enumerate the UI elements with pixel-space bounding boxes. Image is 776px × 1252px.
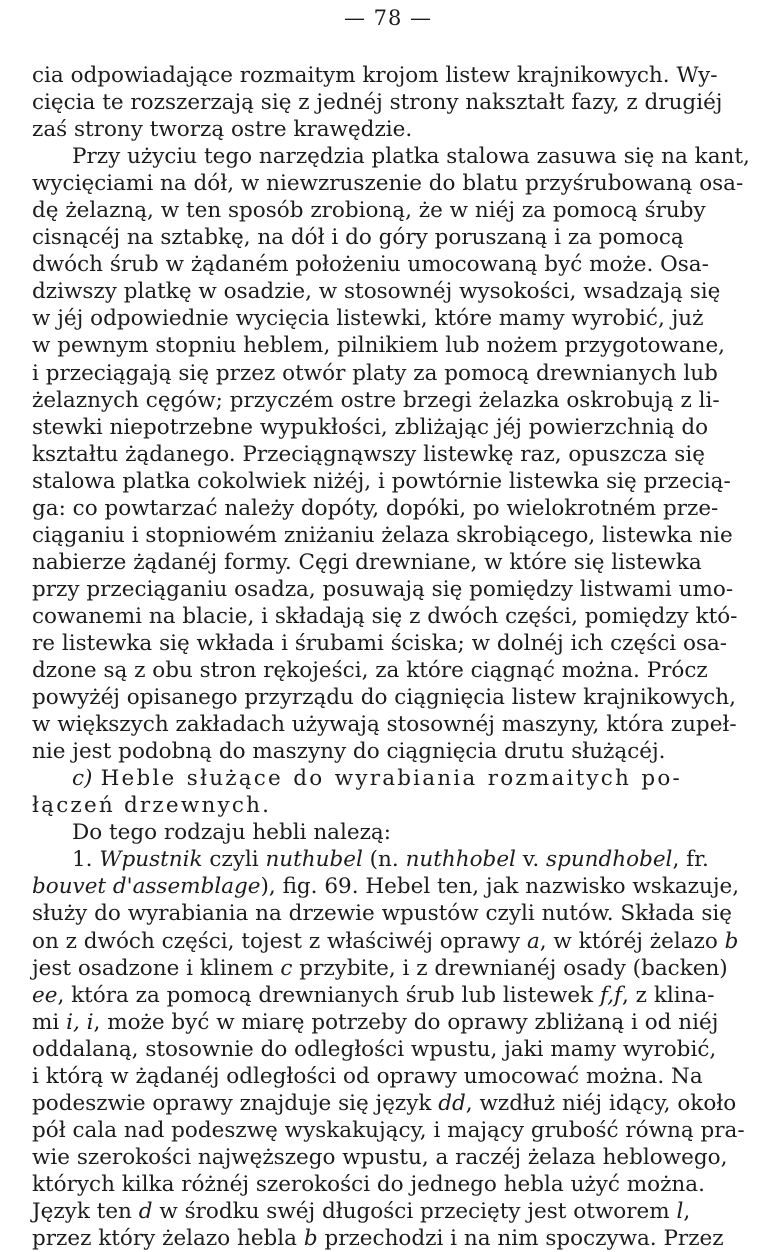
variable: l: [676, 1198, 684, 1224]
text-line: dziwszy platkę w osadzie, w stosownéj wysokości, wsadzają się: [32, 279, 721, 305]
text-line: wycięciami na dół, w niewzruszenie do blatu przyśrubowaną osa-: [32, 171, 744, 197]
text-line: w pewnym stopniu heblem, pilnikiem lub nożem przygotowane,: [32, 333, 726, 359]
variable: b: [724, 928, 739, 954]
text-span: czyli: [202, 847, 266, 873]
item-line: [32, 928, 739, 955]
text-line: cisnącéj na sztabkę, na dół i do góry poruszaną i za pomocą: [32, 225, 684, 251]
text-span: on z dwóch części, tojest z właściwéj oprawy: [32, 928, 527, 954]
text-span: , która za pomocą drewnianych śrub lub listewek: [57, 982, 601, 1008]
item-line: [32, 982, 715, 1009]
text-span: w środku swéj długości przecięty jest otworem: [152, 1198, 677, 1224]
text-line: dę żelazną, w ten sposób zrobioną, że w niéj za pomocą śruby: [32, 198, 706, 224]
text-line: cowanemi na blacie, i składają się z dwóch części, pomiędzy któ-: [32, 603, 738, 629]
item-line: [32, 1090, 737, 1117]
text-line: ga: co powtarzać należy dopóty, dopóki, po wielokrotném prze-: [32, 495, 719, 521]
item-line: których kilka różnéj szerokości do jednego hebla użyć można.: [32, 1171, 705, 1197]
text-line: w większych zakładach używają stosownéj maszyny, która zupeł-: [32, 712, 737, 738]
text-line: powyżéj opisanego przyrządu do ciągnięcia listew krajnikowych,: [32, 685, 736, 711]
variable: dd: [438, 1090, 466, 1116]
text-span: przechodzi i na nim spoczywa. Przez: [317, 1226, 724, 1252]
variable: b: [303, 1226, 318, 1252]
text-line: zaś strony tworzą ostre krawędzie.: [32, 117, 413, 143]
body-text: [32, 62, 750, 1252]
variable: d: [138, 1198, 153, 1224]
term: bouvet d'assemblage: [32, 874, 261, 900]
text-span: Język ten: [32, 1198, 139, 1224]
item-line: [32, 1225, 724, 1252]
variable: i, i: [66, 1009, 94, 1035]
text-span: mi: [32, 1009, 67, 1035]
text-line: Przy użyciu tego narzędzia platka stalowa zasuwa się na kant,: [72, 144, 750, 170]
text-span: , wzdłuż niéj idący, około: [465, 1090, 737, 1116]
variable: a: [526, 928, 540, 954]
item-line: [32, 846, 709, 873]
text-line: cia odpowiadające rozmaitym krojom listew krajnikowych. Wy-: [32, 63, 718, 88]
term: spundhobel: [546, 847, 673, 873]
text-line: i przeciągają się przez otwór platy za pomocą drewnianych lub: [32, 360, 718, 386]
term: nuthubel: [265, 847, 363, 873]
text-line: przy przeciąganiu osadza, posuwają się pomiędzy listwami umo-: [32, 576, 734, 602]
text-span: podeszwie oprawy znajduje się język: [32, 1090, 439, 1116]
item-line: [32, 1198, 691, 1225]
text-line: dzone są z obu stron rękojeści, za które ciągnąć można. Prócz: [32, 658, 708, 684]
text-span: v.: [515, 847, 547, 873]
text-line: re listewka się wkłada i śrubami ściska; w dolnéj ich części osa-: [32, 630, 728, 656]
variable: ee: [32, 982, 58, 1008]
text-span: przybite, i z drewnianéj osady (backen): [292, 955, 728, 981]
text-line: stalowa platka cokolwiek niżéj, i powtórnie listewka się przecią-: [32, 468, 731, 494]
text-line: ciąganiu i stopniowém zniżaniu żelaza skrobiącego, listewka nie: [32, 522, 733, 548]
section-title: Heble służące do wyrabiania rozmaitych po-: [100, 766, 682, 792]
text-line: nabierze żądanéj formy. Cęgi drewniane, w które się listewka: [32, 549, 702, 575]
item-line: [32, 1009, 719, 1036]
text-span: jest osadzone i klinem: [32, 955, 281, 981]
text-span: ,: [683, 1198, 691, 1224]
text-line: cięcia te rozszerzają się z jednéj strony nakształt fazy, z drugiéj: [32, 90, 723, 116]
variable: f,f: [600, 982, 622, 1008]
text-line: żelaznych cęgów; przyczém ostre brzegi żelazka oskrobują z li-: [32, 387, 720, 413]
text-line: kształtu żądanego. Przeciągnąwszy listewkę raz, opuszcza się: [32, 441, 705, 467]
text-span: , w któréj żelazo: [539, 928, 725, 954]
term: nuthhobel: [405, 847, 516, 873]
item-number: 1.: [72, 847, 93, 873]
section-marker: c): [72, 766, 93, 792]
text-line: dwóch śrub w żądaném położeniu umocowaną być może. Osa-: [32, 252, 709, 278]
section-title-cont: łączeń drzewnych.: [32, 793, 272, 819]
text-line: stewki niepotrzebne wypukłości, zbliżając jéj powierzchnią do: [32, 414, 709, 440]
item-line: i którą w żądanéj odległości od oprawy umocować można. Na: [32, 1063, 703, 1089]
intro-line: Do tego rodzaju hebli nalezą:: [72, 820, 391, 846]
text-span: , fr.: [672, 847, 709, 873]
page-number: — 78 —: [343, 6, 433, 30]
item-line: służy do wyrabiania na drzewie wpustów czyli nutów. Składa się: [32, 901, 732, 927]
text-span: , może być w miarę potrzeby do oprawy zbliżaną i od niéj: [93, 1009, 719, 1035]
variable: c: [280, 955, 293, 981]
text-line: nie jest podobną do maszyny do ciągnięcia drutu służącéj.: [32, 739, 666, 765]
text-span: przez który żelazo hebla: [32, 1226, 304, 1252]
item-line: oddalaną, stosownie do odległości wpustu, jaki mamy wyrobić,: [32, 1036, 717, 1062]
section-heading: [32, 765, 682, 792]
item-line: [32, 955, 728, 982]
item-line: [32, 873, 740, 900]
term: Wpustnik: [99, 847, 203, 873]
item-line: wie szerokości najwęższego wpustu, a raczéj żelaza heblowego,: [32, 1144, 728, 1170]
item-line: pół cala nad podeszwę wyskakujący, i mający grubość równą pra-: [32, 1117, 745, 1143]
text-span: , z klina-: [622, 982, 715, 1008]
text-span: (n.: [362, 847, 406, 873]
text-line: w jéj odpowiednie wycięcia listewki, które mamy wyrobić, już: [32, 306, 704, 332]
text-span: ), fig. 69. Hebel ten, jak nazwisko wskazuje,: [260, 874, 740, 900]
